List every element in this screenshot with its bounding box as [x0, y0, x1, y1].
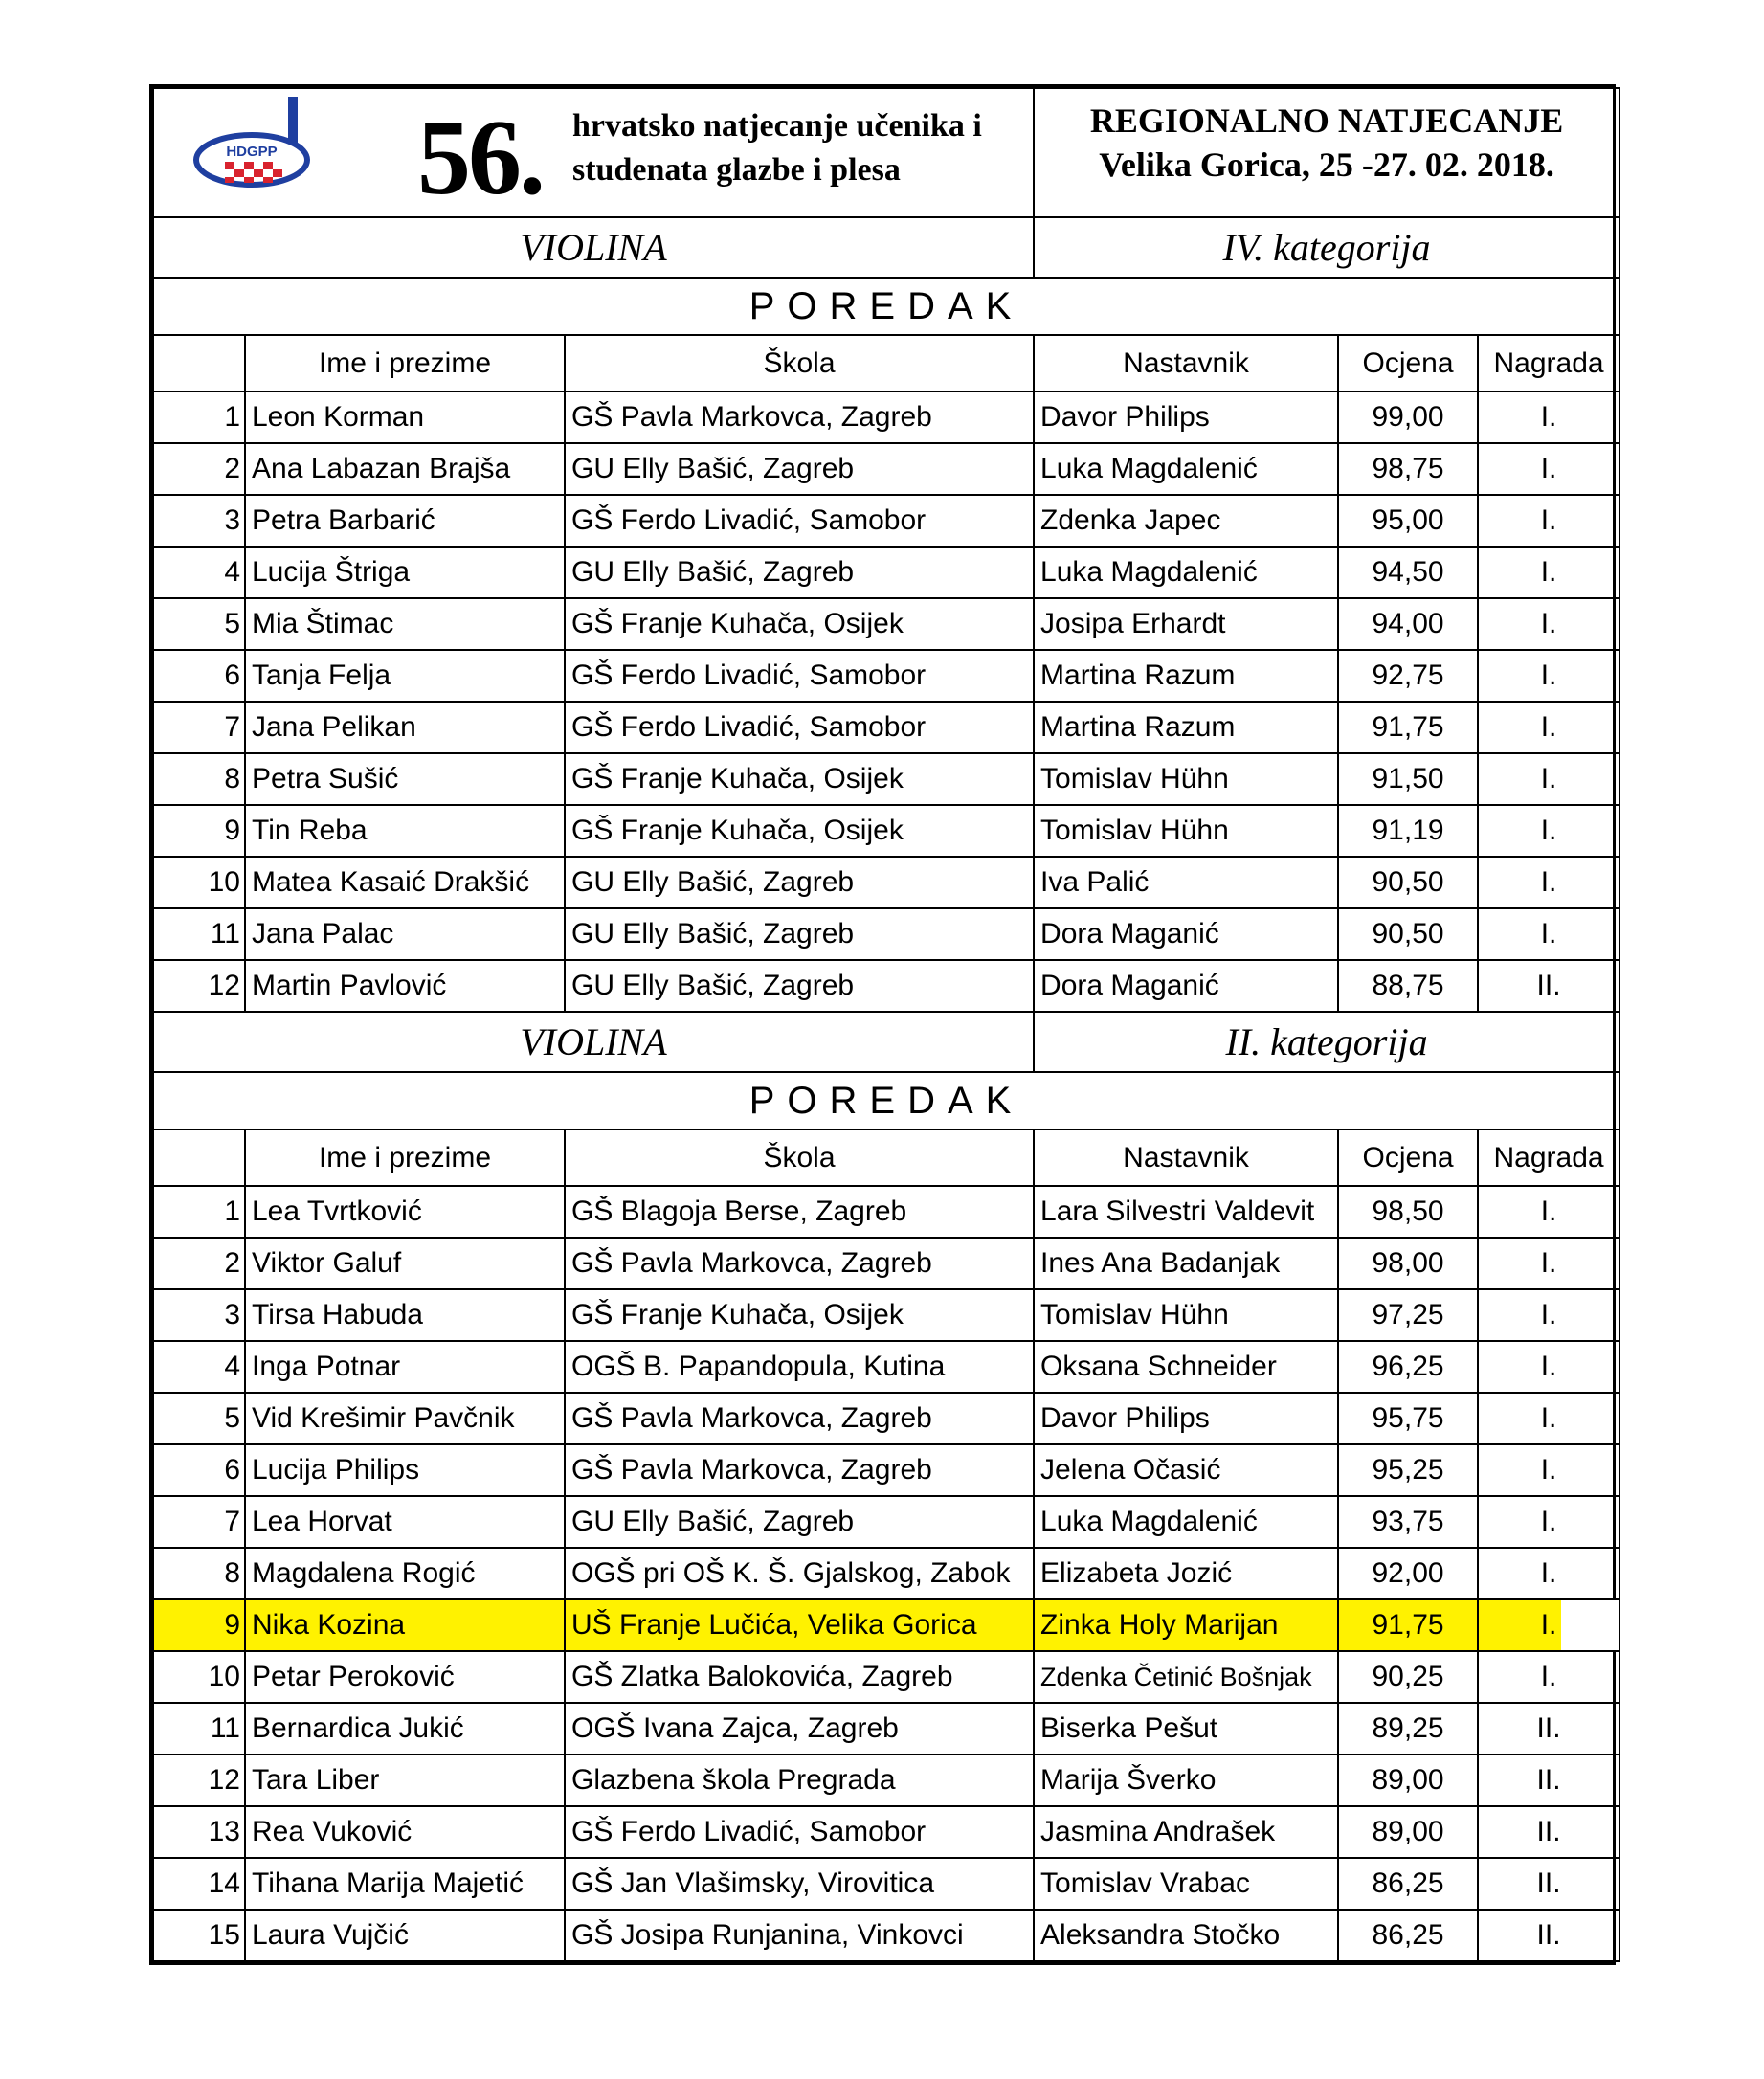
grade-cell: 95,75: [1338, 1393, 1478, 1444]
results-table: [152, 87, 1620, 1962]
rank-cell: 9: [153, 805, 245, 857]
school-cell: GŠ Blagoja Berse, Zagreb: [565, 1186, 1034, 1238]
award-cell: I.: [1478, 1444, 1619, 1496]
competition-title-line-1: hrvatsko natjecanje učenika i: [572, 108, 982, 144]
order-title: POREDAK: [153, 278, 1619, 335]
school-cell: Glazbena škola Pregrada: [565, 1755, 1034, 1806]
table-row: [153, 1806, 1619, 1858]
table-row: [153, 857, 1619, 908]
name-cell: Tin Reba: [245, 805, 565, 857]
header-left-cell: [153, 88, 1034, 217]
school-cell: GŠ Franje Kuhača, Osijek: [565, 598, 1034, 650]
award-cell: I.: [1478, 702, 1619, 753]
rank-cell: 10: [153, 857, 245, 908]
rank-cell: 7: [153, 1496, 245, 1548]
name-cell: Laura Vujčić: [245, 1910, 565, 1961]
teacher-cell: Martina Razum: [1034, 702, 1338, 753]
school-cell: GU Elly Bašić, Zagreb: [565, 443, 1034, 495]
teacher-cell: Luka Magdalenić: [1034, 443, 1338, 495]
table-row: [153, 960, 1619, 1012]
award-cell: I.: [1478, 1548, 1619, 1599]
column-header-row: [153, 335, 1619, 391]
rank-header: [153, 1129, 245, 1186]
school-cell: OGŠ pri OŠ K. Š. Gjalskog, Zabok: [565, 1548, 1034, 1599]
award-cell: II.: [1478, 1703, 1619, 1755]
instrument-label: VIOLINA: [153, 217, 1034, 278]
table-row: [153, 495, 1619, 547]
rank-cell: 6: [153, 1444, 245, 1496]
teacher-cell: Dora Maganić: [1034, 960, 1338, 1012]
award-cell: I.: [1478, 650, 1619, 702]
teacher-cell: Tomislav Hühn: [1034, 805, 1338, 857]
edition-number: 56.: [417, 99, 543, 217]
school-cell: GŠ Ferdo Livadić, Samobor: [565, 1806, 1034, 1858]
school-cell: GŠ Ferdo Livadić, Samobor: [565, 650, 1034, 702]
school-cell: GŠ Josipa Runjanina, Vinkovci: [565, 1910, 1034, 1961]
name-cell: Jana Palac: [245, 908, 565, 960]
header-row: [153, 88, 1619, 217]
award-cell: I.: [1478, 547, 1619, 598]
rank-cell: 4: [153, 547, 245, 598]
logo-text: HDGPP: [226, 144, 278, 160]
grade-cell: 89,25: [1338, 1703, 1478, 1755]
rank-cell: 3: [153, 1289, 245, 1341]
table-row: [153, 702, 1619, 753]
grade-cell: 95,00: [1338, 495, 1478, 547]
column-header-name: Ime i prezime: [245, 335, 565, 391]
table-row: [153, 443, 1619, 495]
grade-cell: 97,25: [1338, 1289, 1478, 1341]
award-cell: I.: [1478, 443, 1619, 495]
grade-cell: 98,50: [1338, 1186, 1478, 1238]
award-cell: I.: [1478, 1289, 1619, 1341]
teacher-cell: Tomislav Hühn: [1034, 1289, 1338, 1341]
teacher-cell: Tomislav Hühn: [1034, 753, 1338, 805]
grade-cell: 86,25: [1338, 1858, 1478, 1910]
name-cell: Vid Krešimir Pavčnik: [245, 1393, 565, 1444]
teacher-cell: Davor Philips: [1034, 391, 1338, 443]
grade-cell: 89,00: [1338, 1755, 1478, 1806]
rank-cell: 5: [153, 598, 245, 650]
name-cell: Lucija Štriga: [245, 547, 565, 598]
rank-cell: 11: [153, 908, 245, 960]
teacher-cell: Biserka Pešut: [1034, 1703, 1338, 1755]
grade-cell: 91,19: [1338, 805, 1478, 857]
table-row: [153, 391, 1619, 443]
grade-cell: 90,50: [1338, 857, 1478, 908]
teacher-cell: Luka Magdalenić: [1034, 547, 1338, 598]
column-header-grade: Ocjena: [1338, 335, 1478, 391]
name-cell: Lea Tvrtković: [245, 1186, 565, 1238]
name-cell: Rea Vuković: [245, 1806, 565, 1858]
column-header-row: [153, 1129, 1619, 1186]
award-cell: I.: [1478, 1651, 1619, 1703]
award-cell: I.: [1478, 1599, 1619, 1651]
school-cell: GU Elly Bašić, Zagreb: [565, 908, 1034, 960]
name-cell: Tara Liber: [245, 1755, 565, 1806]
rank-cell: 11: [153, 1703, 245, 1755]
hdgpp-logo: [183, 93, 326, 200]
table-row: [153, 598, 1619, 650]
school-cell: OGŠ B. Papandopula, Kutina: [565, 1341, 1034, 1393]
column-header-name: Ime i prezime: [245, 1129, 565, 1186]
teacher-cell: Elizabeta Jozić: [1034, 1548, 1338, 1599]
award-cell: II.: [1478, 1910, 1619, 1961]
regional-title: REGIONALNO NATJECANJE: [1089, 101, 1564, 140]
award-cell: I.: [1478, 753, 1619, 805]
award-cell: I.: [1478, 908, 1619, 960]
school-cell: GU Elly Bašić, Zagreb: [565, 960, 1034, 1012]
grade-cell: 94,00: [1338, 598, 1478, 650]
school-cell: GŠ Zlatka Balokovića, Zagreb: [565, 1651, 1034, 1703]
table-row: [153, 1496, 1619, 1548]
table-row: [153, 908, 1619, 960]
category-label: IV. kategorija: [1034, 217, 1619, 278]
section-header-row: [153, 217, 1619, 278]
table-row: [153, 1703, 1619, 1755]
teacher-cell: Oksana Schneider: [1034, 1341, 1338, 1393]
school-cell: GŠ Ferdo Livadić, Samobor: [565, 495, 1034, 547]
column-header-school: Škola: [565, 1129, 1034, 1186]
competition-title: [572, 104, 982, 192]
school-cell: GŠ Jan Vlašimsky, Virovitica: [565, 1858, 1034, 1910]
grade-cell: 90,25: [1338, 1651, 1478, 1703]
teacher-cell: Luka Magdalenić: [1034, 1496, 1338, 1548]
rank-cell: 5: [153, 1393, 245, 1444]
table-row: [153, 1341, 1619, 1393]
table-row: [153, 1444, 1619, 1496]
name-cell: Tirsa Habuda: [245, 1289, 565, 1341]
award-cell: I.: [1478, 1393, 1619, 1444]
rank-cell: 8: [153, 753, 245, 805]
competition-title-line-2: studenata glazbe i plesa: [572, 152, 901, 188]
name-cell: Tihana Marija Majetić: [245, 1858, 565, 1910]
grade-cell: 88,75: [1338, 960, 1478, 1012]
category-label: II. kategorija: [1034, 1012, 1619, 1072]
name-cell: Petar Peroković: [245, 1651, 565, 1703]
rank-cell: 8: [153, 1548, 245, 1599]
school-cell: GŠ Pavla Markovca, Zagreb: [565, 1393, 1034, 1444]
grade-cell: 96,25: [1338, 1341, 1478, 1393]
grade-cell: 92,00: [1338, 1548, 1478, 1599]
instrument-label: VIOLINA: [153, 1012, 1034, 1072]
award-cell: I.: [1478, 495, 1619, 547]
school-cell: GU Elly Bašić, Zagreb: [565, 1496, 1034, 1548]
table-row: [153, 1238, 1619, 1289]
rank-cell: 3: [153, 495, 245, 547]
teacher-cell: Dora Maganić: [1034, 908, 1338, 960]
results-sheet: [149, 84, 1616, 1965]
grade-cell: 94,50: [1338, 547, 1478, 598]
grade-cell: 93,75: [1338, 1496, 1478, 1548]
school-cell: GŠ Ferdo Livadić, Samobor: [565, 702, 1034, 753]
award-cell: II.: [1478, 1755, 1619, 1806]
table-row: [153, 805, 1619, 857]
rank-cell: 10: [153, 1651, 245, 1703]
grade-cell: 98,00: [1338, 1238, 1478, 1289]
name-cell: Magdalena Rogić: [245, 1548, 565, 1599]
name-cell: Tanja Felja: [245, 650, 565, 702]
column-header-grade: Ocjena: [1338, 1129, 1478, 1186]
name-cell: Ana Labazan Brajša: [245, 443, 565, 495]
table-row: [153, 1599, 1619, 1651]
award-cell: I.: [1478, 857, 1619, 908]
rank-cell: 15: [153, 1910, 245, 1961]
rank-cell: 9: [153, 1599, 245, 1651]
grade-cell: 86,25: [1338, 1910, 1478, 1961]
award-cell: I.: [1478, 1238, 1619, 1289]
award-cell: I.: [1478, 391, 1619, 443]
table-row: [153, 1289, 1619, 1341]
rank-cell: 14: [153, 1858, 245, 1910]
column-header-teacher: Nastavnik: [1034, 335, 1338, 391]
teacher-cell: Zinka Holy Marijan: [1034, 1599, 1338, 1651]
table-row: [153, 1858, 1619, 1910]
table-row: [153, 1910, 1619, 1961]
award-cell: I.: [1478, 1496, 1619, 1548]
table-row: [153, 1393, 1619, 1444]
award-cell: II.: [1478, 960, 1619, 1012]
name-cell: Viktor Galuf: [245, 1238, 565, 1289]
column-header-teacher: Nastavnik: [1034, 1129, 1338, 1186]
column-header-award: Nagrada: [1478, 1129, 1619, 1186]
name-cell: Mia Štimac: [245, 598, 565, 650]
regional-date-place: Velika Gorica, 25 -27. 02. 2018.: [1099, 145, 1554, 184]
name-cell: Petra Sušić: [245, 753, 565, 805]
teacher-cell: Jelena Očasić: [1034, 1444, 1338, 1496]
grade-cell: 92,75: [1338, 650, 1478, 702]
school-cell: GŠ Pavla Markovca, Zagreb: [565, 391, 1034, 443]
grade-cell: 89,00: [1338, 1806, 1478, 1858]
grade-cell: 91,50: [1338, 753, 1478, 805]
name-cell: Jana Pelikan: [245, 702, 565, 753]
teacher-cell: Josipa Erhardt: [1034, 598, 1338, 650]
rank-cell: 7: [153, 702, 245, 753]
table-row: [153, 547, 1619, 598]
award-cell: I.: [1478, 1186, 1619, 1238]
column-header-award: Nagrada: [1478, 335, 1619, 391]
table-row: [153, 650, 1619, 702]
section-header-row: [153, 1012, 1619, 1072]
name-cell: Leon Korman: [245, 391, 565, 443]
name-cell: Lea Horvat: [245, 1496, 565, 1548]
rank-cell: 4: [153, 1341, 245, 1393]
table-row: [153, 1755, 1619, 1806]
teacher-cell: Jasmina Andrašek: [1034, 1806, 1338, 1858]
award-cell: I.: [1478, 805, 1619, 857]
order-title-row: [153, 1072, 1619, 1129]
name-cell: Nika Kozina: [245, 1599, 565, 1651]
school-cell: GŠ Pavla Markovca, Zagreb: [565, 1444, 1034, 1496]
teacher-cell: Zdenka Četinić Bošnjak: [1034, 1651, 1338, 1703]
grade-cell: 91,75: [1338, 702, 1478, 753]
name-cell: Martin Pavlović: [245, 960, 565, 1012]
teacher-cell: Aleksandra Stočko: [1034, 1910, 1338, 1961]
rank-cell: 6: [153, 650, 245, 702]
award-cell: I.: [1478, 1341, 1619, 1393]
name-cell: Inga Potnar: [245, 1341, 565, 1393]
grade-cell: 90,50: [1338, 908, 1478, 960]
teacher-cell: Zdenka Japec: [1034, 495, 1338, 547]
rank-header: [153, 335, 245, 391]
name-cell: Petra Barbarić: [245, 495, 565, 547]
teacher-cell: Marija Šverko: [1034, 1755, 1338, 1806]
award-cell: II.: [1478, 1806, 1619, 1858]
teacher-cell: Lara Silvestri Valdevit: [1034, 1186, 1338, 1238]
school-cell: GU Elly Bašić, Zagreb: [565, 547, 1034, 598]
table-row: [153, 1186, 1619, 1238]
column-header-school: Škola: [565, 335, 1034, 391]
teacher-cell: Iva Palić: [1034, 857, 1338, 908]
school-cell: GŠ Franje Kuhača, Osijek: [565, 753, 1034, 805]
rank-cell: 2: [153, 443, 245, 495]
table-row: [153, 753, 1619, 805]
teacher-cell: Ines Ana Badanjak: [1034, 1238, 1338, 1289]
regional-info-cell: [1034, 88, 1619, 217]
grade-cell: 91,75: [1338, 1599, 1478, 1651]
order-title: POREDAK: [153, 1072, 1619, 1129]
teacher-cell: Tomislav Vrabac: [1034, 1858, 1338, 1910]
rank-cell: 12: [153, 960, 245, 1012]
grade-cell: 98,75: [1338, 443, 1478, 495]
name-cell: Lucija Philips: [245, 1444, 565, 1496]
rank-cell: 12: [153, 1755, 245, 1806]
school-cell: GŠ Franje Kuhača, Osijek: [565, 805, 1034, 857]
grade-cell: 95,25: [1338, 1444, 1478, 1496]
table-row: [153, 1548, 1619, 1599]
teacher-cell: Martina Razum: [1034, 650, 1338, 702]
rank-cell: 1: [153, 391, 245, 443]
grade-cell: 99,00: [1338, 391, 1478, 443]
rank-cell: 2: [153, 1238, 245, 1289]
name-cell: Bernardica Jukić: [245, 1703, 565, 1755]
teacher-cell: Davor Philips: [1034, 1393, 1338, 1444]
table-row: [153, 1651, 1619, 1703]
school-cell: GŠ Pavla Markovca, Zagreb: [565, 1238, 1034, 1289]
order-title-row: [153, 278, 1619, 335]
award-cell: II.: [1478, 1858, 1619, 1910]
school-cell: GŠ Franje Kuhača, Osijek: [565, 1289, 1034, 1341]
school-cell: OGŠ Ivana Zajca, Zagreb: [565, 1703, 1034, 1755]
school-cell: GU Elly Bašić, Zagreb: [565, 857, 1034, 908]
rank-cell: 13: [153, 1806, 245, 1858]
school-cell: UŠ Franje Lučića, Velika Gorica: [565, 1599, 1034, 1651]
rank-cell: 1: [153, 1186, 245, 1238]
award-cell: I.: [1478, 598, 1619, 650]
name-cell: Matea Kasaić Drakšić: [245, 857, 565, 908]
